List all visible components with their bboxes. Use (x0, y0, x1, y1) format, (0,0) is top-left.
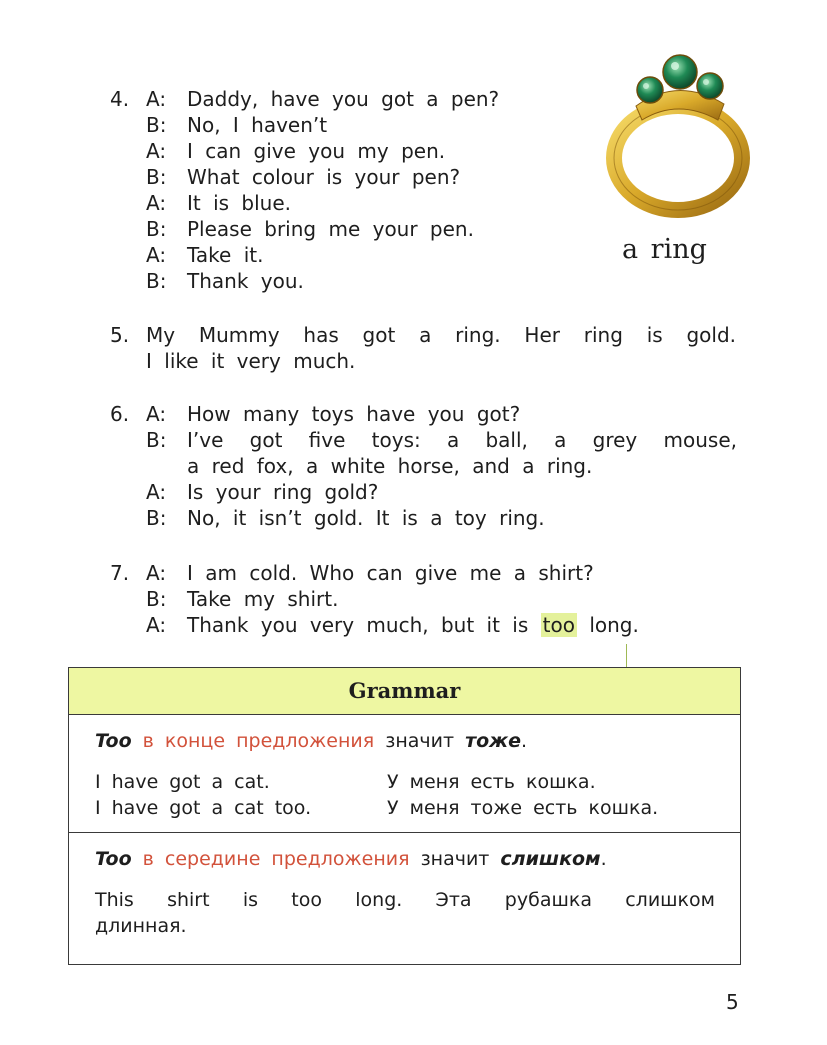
speaker: A: (146, 191, 167, 215)
grammar-rule: Too в середине предложения значит слишком. (95, 848, 607, 870)
speaker: A: (146, 87, 167, 111)
ring-caption: a ring (622, 234, 707, 265)
text-segment: long. (589, 613, 639, 637)
dialogue-line: It is blue. (187, 191, 292, 215)
speaker: A: (146, 243, 167, 267)
rule-term: Too (95, 848, 132, 870)
speaker: A: (146, 613, 167, 637)
dialogue-line: Daddy, have you got a pen? (187, 87, 500, 111)
ring-illustration (606, 46, 756, 221)
exercise-number: 4. (110, 87, 130, 111)
rule-translation: слишком (500, 848, 601, 870)
speaker: B: (146, 428, 167, 452)
exercise-6 (110, 401, 736, 531)
text-line: I like it very much. (146, 349, 356, 373)
grammar-section-middle (69, 834, 740, 962)
dialogue-line: I can give you my pen. (187, 139, 446, 163)
rule-position: в конце предложения (142, 730, 375, 752)
dialogue-line: I’ve got five toys: a ball, a grey mouse, (187, 428, 737, 452)
example-line: длинная. (95, 915, 187, 937)
exercise-number: 7. (110, 561, 130, 585)
example-ru: У меня есть кошка. (387, 771, 596, 793)
speaker: B: (146, 113, 167, 137)
dialogue-line: Take it. (187, 243, 264, 267)
exercise-7 (110, 560, 736, 638)
grammar-box (68, 667, 741, 965)
speaker: A: (146, 561, 167, 585)
rule-means: значит (420, 848, 490, 870)
dialogue-line (187, 612, 639, 638)
speaker: A: (146, 480, 167, 504)
dialogue-line: How many toys have you got? (187, 402, 521, 426)
grammar-section-end (69, 716, 740, 833)
dialogue-line: No, I haven’t (187, 113, 328, 137)
text-line: My Mummy has got a ring. Her ring is gold. (146, 323, 736, 347)
example-line: This shirt is too long. Эта рубашка слишком (95, 889, 715, 911)
speaker: B: (146, 506, 167, 530)
example-en: I have got a cat. (95, 771, 270, 793)
text-segment: Thank you very much, but it is (187, 613, 529, 637)
speaker: B: (146, 269, 167, 293)
grammar-rule: Too в конце предложения значит тоже. (95, 730, 527, 752)
grammar-title: Grammar (69, 668, 740, 715)
dialogue-line: Please bring me your pen. (187, 217, 474, 241)
dialogue-line: What colour is your pen? (187, 165, 461, 189)
rule-position: в середине предложения (142, 848, 410, 870)
exercise-number: 6. (110, 402, 130, 426)
speaker: B: (146, 217, 167, 241)
speaker: A: (146, 139, 167, 163)
dialogue-line: Take my shirt. (187, 587, 339, 611)
example-en: I have got a cat too. (95, 797, 312, 819)
rule-translation: тоже (465, 730, 521, 752)
speaker: B: (146, 587, 167, 611)
example-ru: У меня тоже есть кошка. (387, 797, 659, 819)
exercise-5 (110, 322, 736, 374)
dialogue-line: No, it isn’t gold. It is a toy ring. (187, 506, 545, 530)
highlighted-word: too (542, 613, 575, 637)
dialogue-line: Thank you. (187, 269, 304, 293)
dialogue-line: I am cold. Who can give me a shirt? (187, 561, 594, 585)
rule-means: значит (385, 730, 455, 752)
speaker: A: (146, 402, 167, 426)
dialogue-line: a red fox, a white horse, and a ring. (187, 454, 593, 478)
page-number: 5 (726, 990, 739, 1014)
exercise-number: 5. (110, 323, 130, 347)
rule-term: Too (95, 730, 132, 752)
speaker: B: (146, 165, 167, 189)
dialogue-line: Is your ring gold? (187, 480, 379, 504)
